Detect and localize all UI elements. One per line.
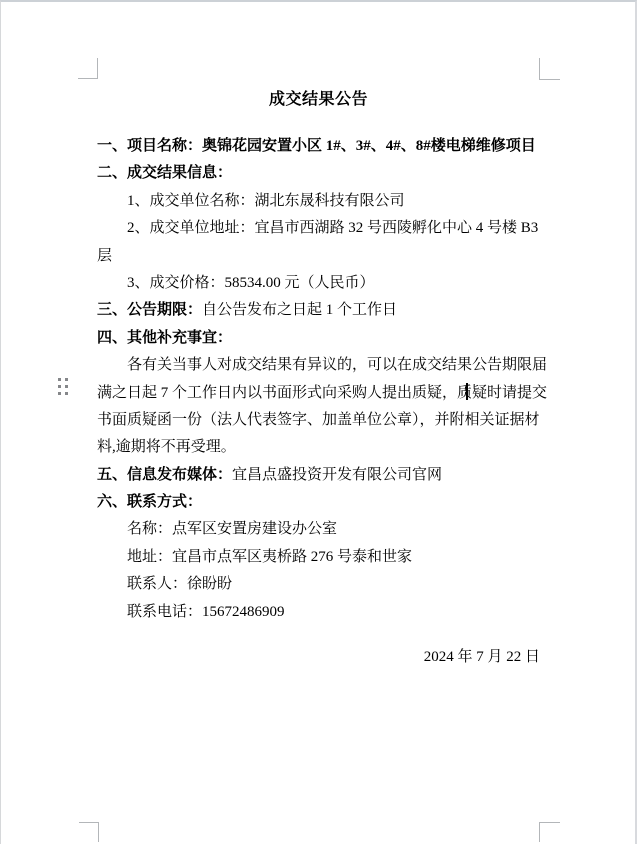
doc-line bbox=[97, 380, 548, 407]
doc-line bbox=[97, 297, 540, 324]
dot bbox=[65, 392, 68, 395]
line-bold-text: 二、成交结果信息： bbox=[97, 165, 233, 182]
dot bbox=[58, 385, 61, 388]
line-bold-text: 四、其他补充事宜： bbox=[97, 329, 233, 346]
line-text: 自公告发布之日起 1 个工作日 bbox=[202, 302, 398, 319]
line-text: 各有关当事人对成交结果有异议的，可以在成交结果公告期限届 bbox=[127, 357, 548, 374]
line-bold-text: 三、公告期限： bbox=[97, 302, 203, 319]
dot bbox=[58, 378, 61, 381]
line-text: 地址：宜昌市点军区夷桥路 276 号泰和世家 bbox=[127, 548, 413, 565]
doc-line bbox=[97, 270, 540, 297]
doc-line bbox=[97, 462, 540, 489]
doc-line bbox=[97, 325, 540, 352]
line-text: 3、成交价格：58534.00 元（人民币） bbox=[127, 274, 375, 291]
margin-mark-top-right-icon bbox=[539, 58, 560, 80]
line-text: 层 bbox=[97, 247, 113, 264]
line-text: 宜昌点盛投资开发有限公司官网 bbox=[232, 466, 443, 483]
line-text: 联系电话：15672486909 bbox=[127, 603, 285, 620]
doc-line bbox=[97, 407, 540, 434]
doc-line bbox=[97, 243, 540, 270]
dot bbox=[58, 392, 61, 395]
drag-handle-dots-icon[interactable] bbox=[58, 378, 68, 395]
document-title: 成交结果公告 bbox=[268, 91, 368, 108]
margin-mark-top-left-icon bbox=[78, 58, 98, 79]
line-bold-text: 五、信息发布媒体： bbox=[97, 466, 233, 483]
doc-line bbox=[97, 599, 540, 626]
dot bbox=[65, 378, 68, 381]
document-date: 2024 年 7 月 22 日 bbox=[423, 649, 540, 666]
doc-line bbox=[97, 188, 540, 215]
document-body bbox=[97, 86, 548, 671]
line-text: 1、成交单位名称：湖北东晟科技有限公司 bbox=[127, 192, 405, 209]
doc-line bbox=[97, 133, 540, 160]
line-text: 满之日起 7 个工作日内以书面形式向采购人提出质疑，质疑时请提交 bbox=[97, 384, 548, 401]
doc-line bbox=[97, 215, 540, 242]
doc-line bbox=[97, 544, 540, 571]
line-text: 书面质疑函一份（法人代表签字、加盖单位公章），并附相关证据材 bbox=[97, 411, 540, 428]
doc-line bbox=[97, 160, 540, 187]
line-bold-text: 一、项目名称：奥锦花园安置小区 1#、3#、4#、8#楼电梯维修项目 bbox=[97, 138, 536, 154]
doc-line bbox=[97, 571, 540, 598]
line-text: 料,逾期将不再受理。 bbox=[97, 439, 236, 456]
line-bold-text: 六、联系方式： bbox=[97, 494, 203, 511]
spacer bbox=[97, 626, 540, 644]
dot bbox=[65, 385, 68, 388]
doc-line bbox=[97, 516, 540, 543]
line-text: 名称：点军区安置房建设办公室 bbox=[127, 521, 338, 538]
line-text: 2、成交单位地址：宜昌市西湖路 32 号西陵孵化中心 4 号楼 B3 bbox=[127, 220, 539, 237]
spacer bbox=[97, 114, 540, 133]
margin-mark-bottom-left-icon bbox=[79, 822, 99, 842]
line-text: 联系人：徐盼盼 bbox=[127, 576, 233, 593]
doc-line bbox=[97, 489, 540, 516]
doc-line bbox=[97, 434, 540, 461]
doc-line bbox=[97, 352, 548, 379]
margin-mark-bottom-right-icon bbox=[539, 822, 560, 842]
